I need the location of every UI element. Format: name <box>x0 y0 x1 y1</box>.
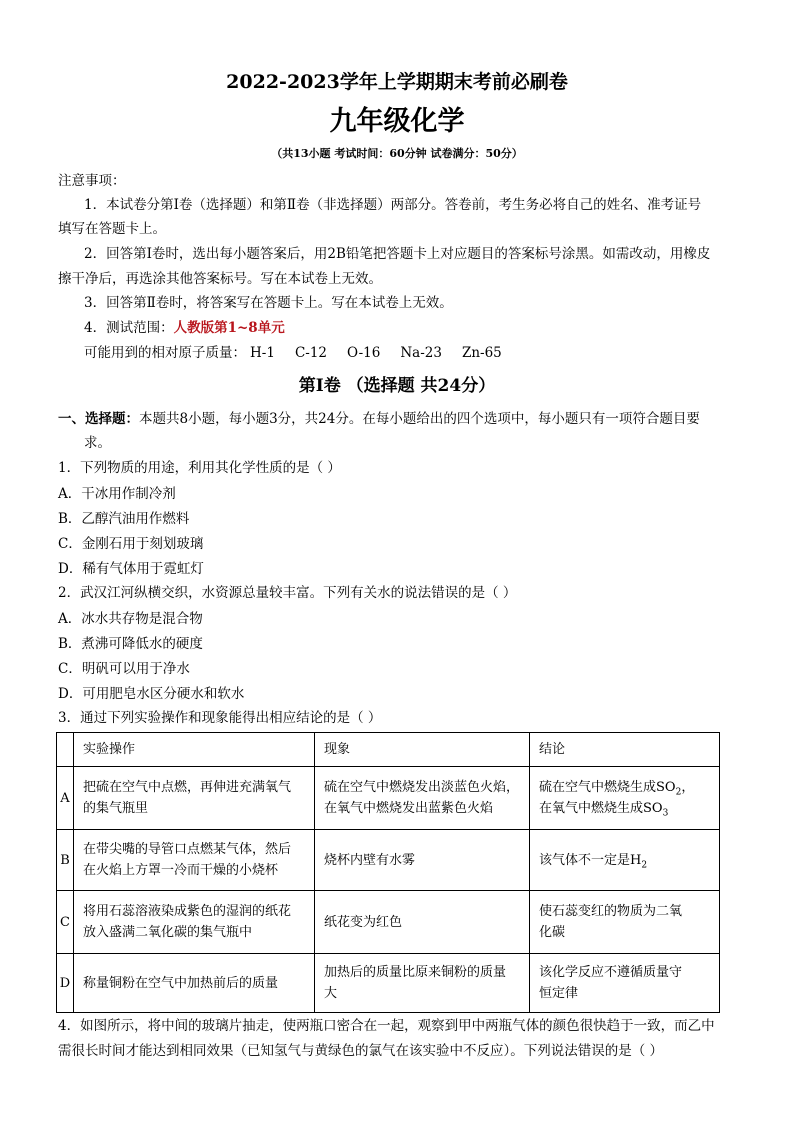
table-header-row <box>57 733 720 767</box>
table-row-d <box>57 954 720 1013</box>
section-1-intro-line-2: 求。 <box>84 435 111 451</box>
table-header-blank <box>57 733 74 767</box>
question-1-stem: 1．下列物质的用途，利用其化学性质的是（ ） <box>58 460 341 476</box>
operation-cell: 将用石蕊溶液染成紫色的湿润的纸花 放入盛满二氧化碳的集气瓶中 <box>74 891 315 954</box>
question-2-option-a: A．冰水共存物是混合物 <box>58 611 203 627</box>
conclusion-cell: 该气体不一定是$H_2$ <box>530 830 720 891</box>
operation-cell: 称量铜粉在空气中加热前后的质量 <box>74 954 315 1013</box>
notes-heading: 注意事项： <box>58 173 126 189</box>
section-1-intro-line-1 <box>58 410 700 428</box>
test-scope: 人教版第1~8单元 <box>173 320 285 336</box>
phenomenon-cell: 硫在空气中燃烧发出淡蓝色火焰， 在氧气中燃烧发出蓝紫色火焰 <box>315 767 530 830</box>
atomic-masses <box>84 344 522 362</box>
question-3-stem: 3．通过下列实验操作和现象能得出相应结论的是（ ） <box>58 710 382 726</box>
note-4 <box>84 319 285 337</box>
table-row-a <box>57 767 720 830</box>
phenomenon-cell: 烧杯内壁有水雾 <box>315 830 530 891</box>
table-row-c <box>57 891 720 954</box>
note-1-line-1: 1．本试卷分第Ⅰ卷（选择题）和第Ⅱ卷（非选择题）两部分。答卷前，考生务必将自己的姓名、准考证号 <box>84 197 702 213</box>
note-4-label: 4．测试范围： <box>84 320 174 336</box>
mass-h: H-1 <box>250 345 275 361</box>
conclusion-cell: 使石蕊变红的物质为二氧 化碳 <box>530 891 720 954</box>
question-1-option-c: C．金刚石用于刻划玻璃 <box>58 536 204 552</box>
note-3: 3．回答第Ⅱ卷时，将答案写在答题卡上。写在本试卷上无效。 <box>84 295 453 311</box>
section-1-title: 第Ⅰ卷 （选择题 共24分） <box>298 376 496 396</box>
table-header-conclusion: 结论 <box>530 733 720 767</box>
table-row-b <box>57 830 720 891</box>
question-2-option-d: D．可用肥皂水区分硬水和软水 <box>58 686 245 702</box>
atomic-masses-label: 可能用到的相对原子质量： <box>84 345 246 361</box>
note-2-line-2: 擦干净后，再选涂其他答案标号。写在本试卷上无效。 <box>58 271 382 287</box>
phenomenon-cell: 纸花变为红色 <box>315 891 530 954</box>
mass-zn: Zn-65 <box>461 345 502 361</box>
table-header-operation: 实验操作 <box>74 733 315 767</box>
row-label: B <box>57 830 74 891</box>
exam-meta: （共13小题 考试时间：60分钟 试卷满分：50分） <box>271 147 523 160</box>
mass-c: C-12 <box>294 345 328 361</box>
mass-na: Na-23 <box>400 345 442 361</box>
question-2-option-c: C．明矾可以用于净水 <box>58 661 190 677</box>
section-1-prefix: 一、选择题： <box>58 411 139 427</box>
conclusion-cell: 该化学反应不遵循质量守 恒定律 <box>530 954 720 1013</box>
operation-cell: 在带尖嘴的导管口点燃某气体，然后 在火焰上方罩一冷而干燥的小烧杯 <box>74 830 315 891</box>
question-4-stem-line-1: 4．如图所示，将中间的玻璃片抽走，使两瓶口密合在一起，观察到甲中两瓶气体的颜色很快趋于一致，而乙中 <box>58 1018 715 1034</box>
section-1-intro-text: 本题共8小题，每小题3分，共24分。在每小题给出的四个选项中，每小题只有一项符合题目要 <box>139 411 700 427</box>
question-2-stem: 2．武汉江河纵横交织，水资源总量较丰富。下列有关水的说法错误的是（ ） <box>58 585 517 601</box>
operation-cell: 把硫在空气中点燃，再伸进充满氧气 的集气瓶里 <box>74 767 315 830</box>
question-2-option-b: B．煮沸可降低水的硬度 <box>58 636 203 652</box>
subject-title: 九年级化学 <box>329 106 465 137</box>
question-4-stem-line-2: 需很长时间才能达到相同效果（已知氢气与黄绿色的氯气在该实验中不反应）。下列说法错误的是（ ） <box>58 1043 664 1059</box>
experiment-table <box>56 732 720 1013</box>
question-1-option-d: D．稀有气体用于霓虹灯 <box>58 561 204 577</box>
note-1-line-2: 填写在答题卡上。 <box>58 221 166 237</box>
note-2-line-1: 2．回答第Ⅰ卷时，选出每小题答案后，用2B铅笔把答题卡上对应题目的答案标号涂黑。如需改动，用橡皮 <box>84 246 711 262</box>
mass-o: O-16 <box>347 345 381 361</box>
conclusion-cell: 硫在空气中燃烧生成$SO_2$， 在氧气中燃烧生成$SO_3$ <box>530 767 720 830</box>
exam-title: 2022-2023学年上学期期末考前必刷卷 <box>226 71 568 93</box>
table-header-phenomenon: 现象 <box>315 733 530 767</box>
row-label: C <box>57 891 74 954</box>
row-label: A <box>57 767 74 830</box>
phenomenon-cell: 加热后的质量比原来铜粉的质量 大 <box>315 954 530 1013</box>
row-label: D <box>57 954 74 1013</box>
question-1-option-b: B．乙醇汽油用作燃料 <box>58 511 190 527</box>
question-1-option-a: A．干冰用作制冷剂 <box>58 486 176 502</box>
